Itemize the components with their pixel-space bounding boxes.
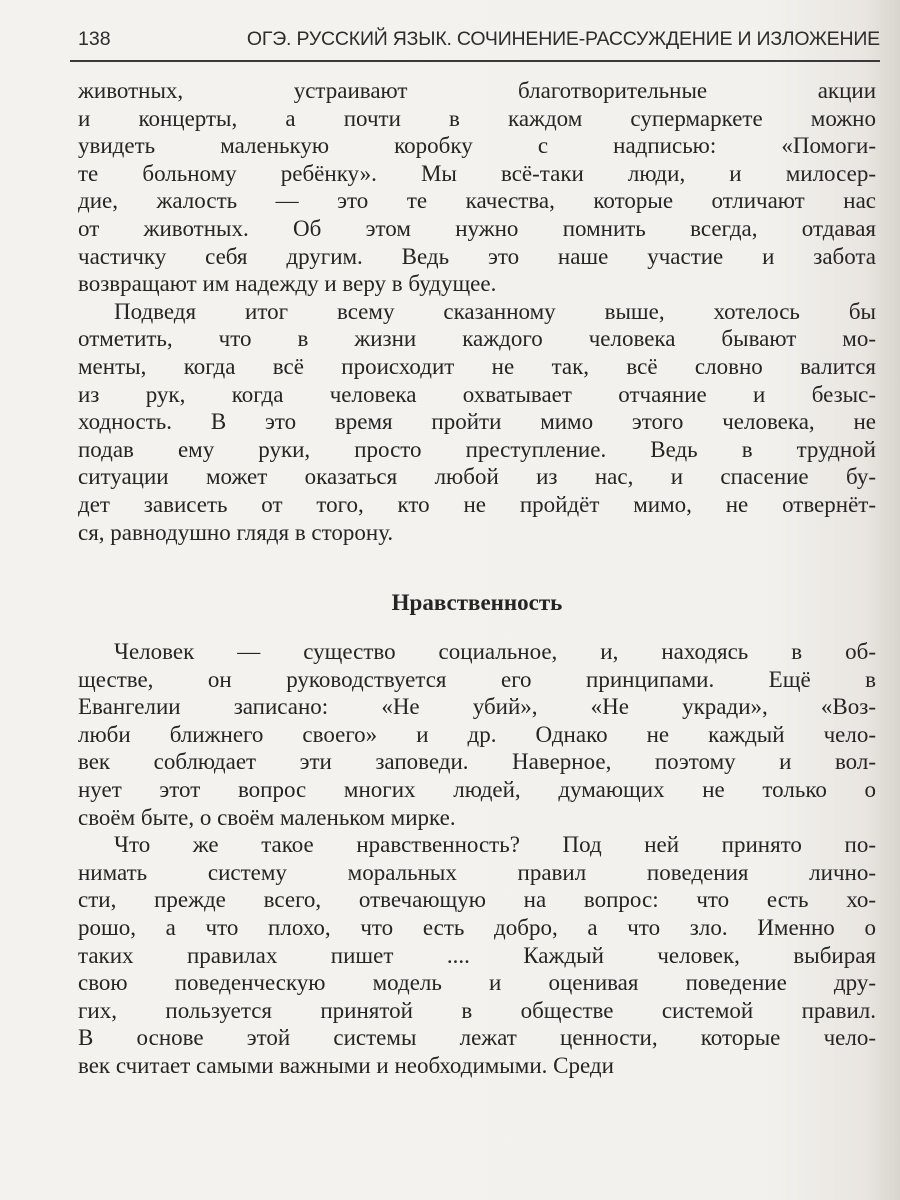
text-line: животных, устраивают благотворительные акции [78, 78, 876, 103]
text-line: от животных. Об этом нужно помнить всегда, отдавая [78, 215, 876, 241]
running-header [78, 26, 880, 56]
text-line: Человек — существо социальное, и, находясь в об- [114, 639, 876, 664]
text-line: таких правилах пишет .... Каждый человек, выбирая [78, 942, 876, 968]
text-line: подав ему руки, просто преступление. Ведь в трудной [78, 436, 876, 462]
text-line: ся, равнодушно глядя в сторону. [78, 519, 394, 545]
text-line: свою поведенческую модель и оценивая поведение дру- [78, 970, 876, 996]
text-line: сти, прежде всего, отвечающую на вопрос: что есть хо- [78, 887, 876, 913]
text-line: В основе этой системы лежат ценности, которые чело- [78, 1025, 876, 1051]
text-line: частичку себя другим. Ведь это наше участие и забота [78, 243, 876, 269]
text-line: дие, жалость — это те качества, которые отличают нас [78, 188, 876, 214]
text-line: увидеть маленькую коробку с надписью: «Помоги- [78, 133, 876, 159]
running-title: ОГЭ. РУССКИЙ ЯЗЫК. СОЧИНЕНИЕ-РАССУЖДЕНИЕ И ИЗЛОЖЕНИЕ [246, 28, 880, 50]
text-line: дет зависеть от того, кто не пройдёт мимо, не отвернёт- [78, 491, 876, 517]
text-line: Евангелии записано: «Не убий», «Не укради», «Воз- [78, 694, 876, 720]
text-line: люби ближнего своего» и др. Однако не каждый чело- [78, 721, 876, 747]
section-1-text [78, 77, 876, 546]
text-line: нует этот вопрос многих людей, думающих не только о [78, 776, 876, 802]
header-rule [70, 60, 880, 62]
paragraph [78, 831, 876, 1079]
section-heading: Нравственность [391, 590, 563, 615]
text-line: век считает самыми важными и необходимыми. Среди [78, 1052, 614, 1078]
text-line: из рук, когда человека охватывает отчаяние и безыс- [78, 381, 876, 407]
text-line: ходность. В это время пройти мимо этого человека, не [78, 409, 876, 435]
text-line: отметить, что в жизни каждого человека бывают мо- [78, 326, 876, 352]
paragraph [78, 638, 876, 831]
text-line: ществе, он руководствуется его принципами. Ещё в [78, 666, 876, 692]
paragraph [78, 77, 876, 298]
text-line: те больному ребёнку». Мы всё-таки люди, и милосер- [78, 160, 876, 186]
text-line: век соблюдает эти заповеди. Наверное, поэтому и вол- [78, 749, 876, 775]
text-line: Подведя итог всему сказанному выше, хотелось бы [114, 298, 876, 324]
text-line: своём быте, о своём маленьком мирке. [78, 804, 456, 830]
paragraph [78, 298, 876, 546]
text-line: и концерты, а почти в каждом супермаркете можно [78, 105, 876, 131]
text-line: гих, пользуется принятой в обществе системой правил. [78, 997, 876, 1023]
text-line: ситуации может оказаться любой из нас, и спасение бу- [78, 464, 876, 490]
text-line: рошо, а что плохо, что есть добро, а что зло. Именно о [78, 914, 876, 940]
section-2-text [78, 638, 876, 1080]
text-line: нимать систему моральных правил поведения лично- [78, 859, 876, 885]
text-line: возвращают им надежду и веру в будущее. [78, 271, 497, 297]
page-number: 138 [78, 28, 111, 50]
text-line: менты, когда всё происходит не так, всё словно валится [78, 353, 876, 379]
text-line: Что же такое нравственность? Под ней принято по- [114, 832, 876, 858]
